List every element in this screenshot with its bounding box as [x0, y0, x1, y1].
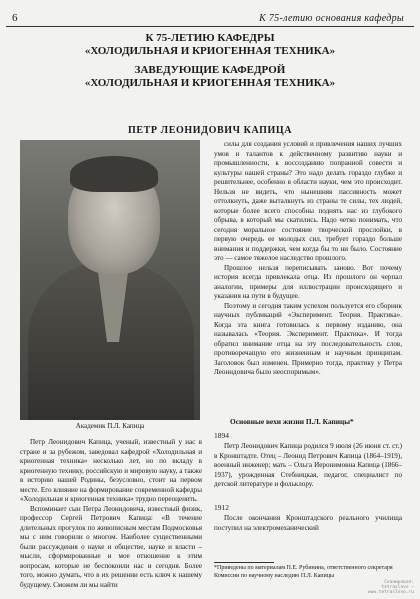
milestones-heading: Основные вехи жизни П.Л. Капицы*	[230, 417, 354, 426]
portrait-photo	[20, 140, 200, 420]
paragraph: После окончания Кронштадского реального училища поступил на электромеханический	[214, 514, 402, 532]
left-column-text	[20, 438, 202, 590]
scan-stamp: Сканировал: tetraslovo — www.tetraslovo.ru	[367, 580, 414, 595]
milestone-year: 1912	[214, 503, 229, 512]
running-head	[6, 10, 414, 28]
photo-caption: Академик П.Л. Капица	[75, 422, 145, 430]
right-column-text	[214, 140, 402, 378]
title-line-3: ЗАВЕДУЮЩИЕ КАФЕДРОЙ	[134, 64, 286, 76]
paragraph: Петр Леонидович Капица, ученый, известный у нас в стране и за рубежом, заведовал кафедрой «Холодильная и криогенная техника» несколько лет, но по вкладу в криогенную технику, российскую и мировую науку, а также в историю нашей Родины, безусловно, стоит на первом месте. Его влияние на формирование современной кафедры «Холодильная и криогенная техника» трудно переоценить.	[20, 438, 202, 503]
title-line-2: «ХОЛОДИЛЬНАЯ И КРИОГЕННАЯ ТЕХНИКА»	[84, 45, 336, 57]
paragraph: силы для создания условий и привлечения наших лучших умов и талантов к действенному развитию науки и промышленности, к воссозданию попранной совести и культуры нашей страны? Это надо делать гораздо глубже и решительнее, особенно в области науки, чем это происходит. Нельзя не видеть, что нынешняя пассивность может оттолкнуть, даже выталкнуть из страны те силы, тех людей, которые более всего способны поднять нас из глубокого обрыва, в который мы скатились. Надо четко понимать, что сегодня моральное состояние творческой прослойки, в первую очередь ее молодых сил, требует гораздо больше внимания и поддержки, чем когда бы то ни было. Состояние это — самое тяжелое наследство прошлого.	[214, 140, 402, 262]
footnote: *Приведены по материалам П.Е. Рубинина, ответственного секретаря Комиссии по научному наследию П.Л. Капицы	[214, 565, 393, 579]
running-head-title: К 75-летию основания кафедры	[259, 13, 404, 24]
paragraph: Петр Леонидович Капица родился 9 июля (26 июня ст. ст.) в Кронштадте. Отец – Леонид Петрович Капица (1864–1919), военный инженер; мать – Ольга Иеронимовна Капица (1866–1937), урожденная Стебницкая, педагог, специалист по детской литературе и фольклору.	[214, 442, 402, 488]
article-title	[60, 32, 360, 90]
milestone-year: 1894	[214, 431, 229, 440]
paragraph: Поэтому и сегодня таким успехом пользуется его сборник научных публикаций «Эксперимент. Теория. Практика». Когда эта книга готовилась к первому изданию, она называлась «Теория. Эксперимент. Практика». И тогда обратил внимание отца на эту последовательность слов, противоречащую его жизненным и научным принципам. Заголовок был изменен. Примерно тогда, практику у Петра Леонидовича было неоспоримым».	[214, 301, 402, 376]
milestone-text	[214, 442, 402, 490]
page-number: 6	[12, 12, 18, 24]
header-rule	[6, 26, 414, 27]
title-line-1: К 75-ЛЕТИЮ КАФЕДРЫ	[145, 32, 275, 44]
milestone-text	[214, 514, 402, 533]
section-heading: ПЕТР ЛЕОНИДОВИЧ КАПИЦА	[127, 125, 293, 136]
title-line-4: «ХОЛОДИЛЬНАЯ И КРИОГЕННАЯ ТЕХНИКА»	[84, 77, 336, 89]
portrait-hair	[70, 156, 158, 192]
footnote-rule	[214, 562, 274, 563]
paragraph: Вспоминает сын Петра Леонидовича, известный физик, профессор Сергей Петрович Капица: «В течение длительных прогулок по живописным местам Подмосковья мы с ним говорили о многом. Наиболее существенными были рассуждения о науке и обществе, науке и власти – мысли, сформированные и мое отношение к этим вопросам, которые не беспокоили нас и сегодня. Более того, можно думать, что в их решении есть ключ к нашему будущему. Сможем ли мы найти	[20, 504, 202, 589]
paragraph: Прошлое нельзя переписывать заново. Вот почему история всегда привлекала отца. Из прошлого он черпал аналогии, примеры для иллюстрации происходящего и указания на пути в будущее.	[214, 263, 402, 300]
